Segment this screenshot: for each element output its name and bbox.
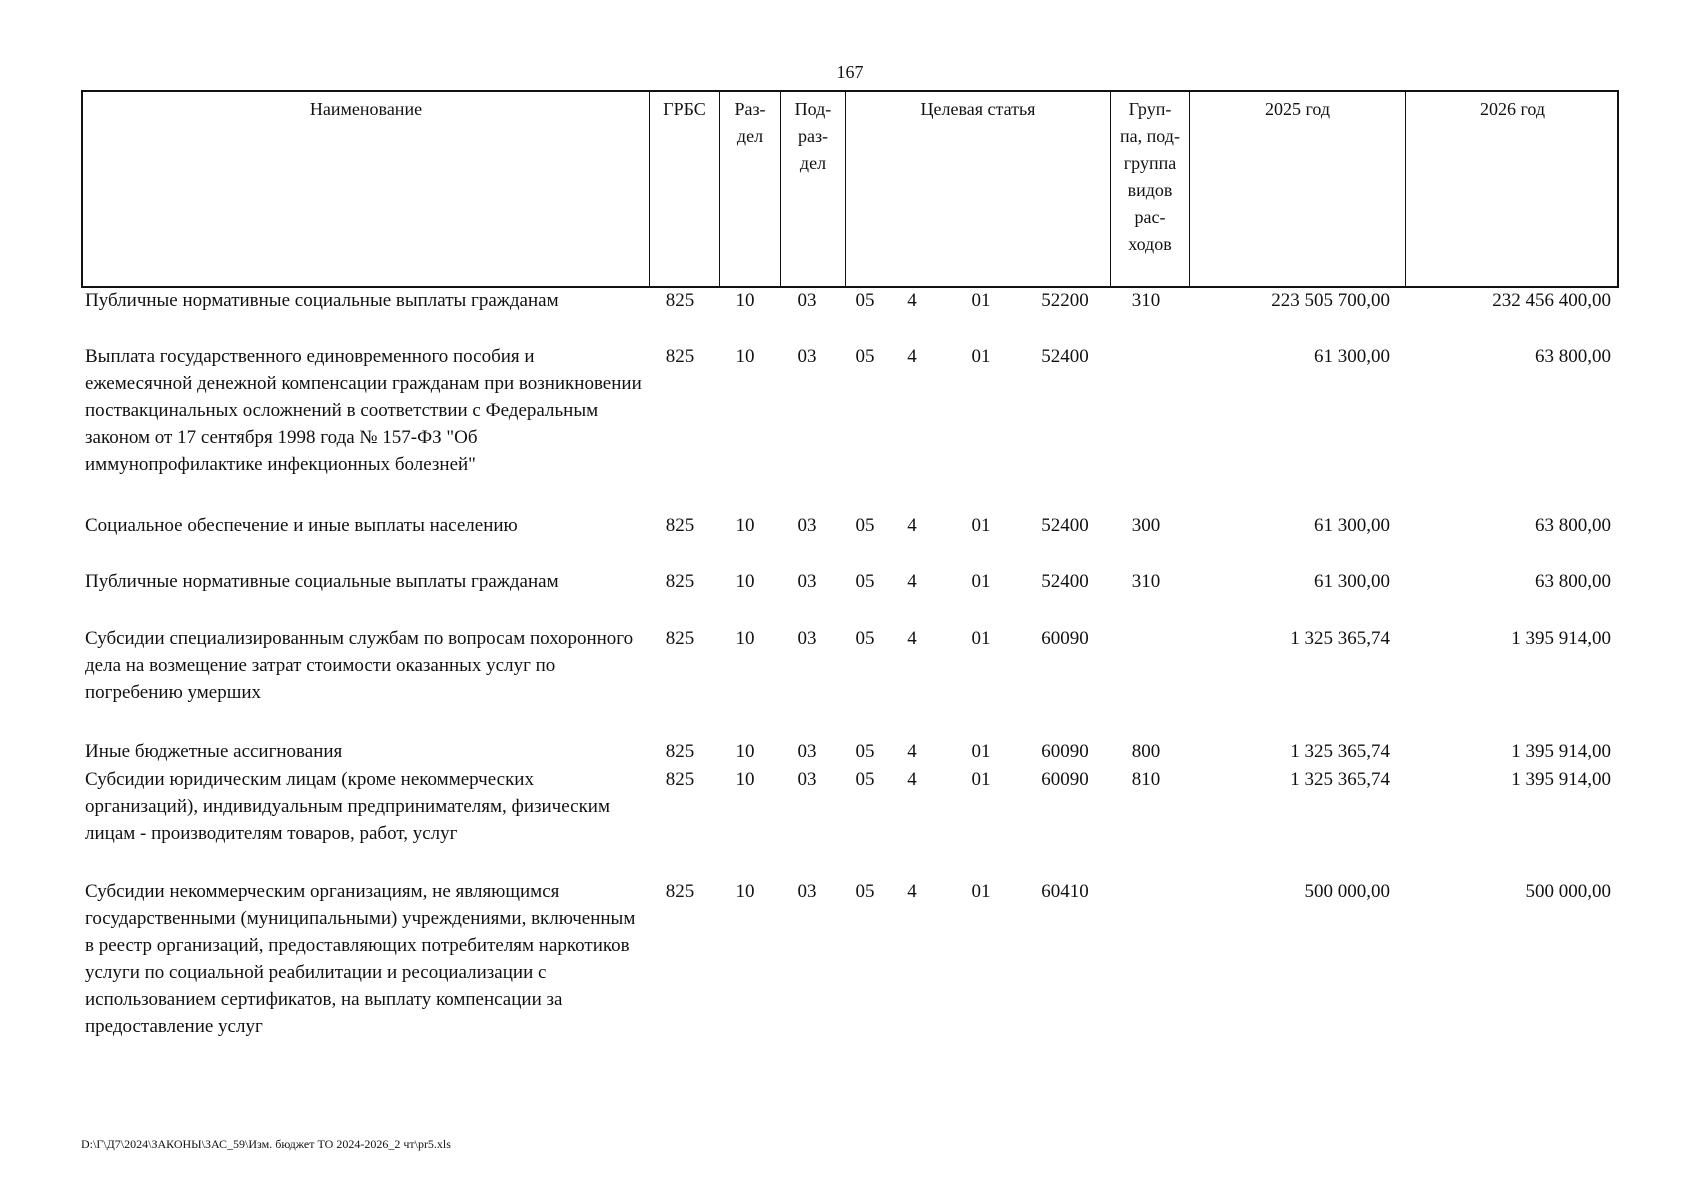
row-razdel: 10 [735,571,755,592]
row-name: Выплата государственного единовременного пособия и ежемесячной денежной компенсации гражданам при возникновении поствакцинальных осложнений в соответствии с Федеральным законом от 17 сентября 1998 года № 157-ФЗ "Об иммунопрофилактике инфекционных болезней" [85,346,642,475]
row-cs-main: 01 [971,290,991,311]
row-cs-program: 05 [855,881,875,902]
row-cs-program: 05 [855,628,875,649]
header-gruppa-line: видов [1127,180,1173,200]
row-grbs: 825 [665,769,695,790]
row-amount-2025: 500 000,00 [1304,881,1390,902]
row-amount-2026: 63 800,00 [1535,346,1611,367]
row-podrazdel: 03 [797,515,817,536]
header-2025 [1189,92,1405,286]
row-cs-direction: 52400 [1041,346,1089,367]
header-podrazdel-line: Под- [794,99,832,119]
row-name: Иные бюджетные ассигнования [85,741,343,762]
header-razdel-line: Раз- [734,99,766,119]
row-amount-2025: 1 325 365,74 [1290,628,1390,649]
row-amount-2025: 61 300,00 [1314,571,1390,592]
row-amount-2026: 232 456 400,00 [1492,290,1611,311]
header-2025-label: 2025 год [1264,99,1331,119]
row-amount-2025: 61 300,00 [1314,346,1390,367]
row-cs-type: 4 [907,741,917,762]
row-grbs: 825 [665,290,695,311]
row-amount-2026: 63 800,00 [1535,571,1611,592]
row-cs-main: 01 [971,881,991,902]
header-2026 [1405,92,1619,286]
row-cs-type: 4 [907,769,917,790]
header-razdel [719,92,780,286]
table-header [81,90,1619,288]
row-cs-main: 01 [971,741,991,762]
row-amount-2026: 63 800,00 [1535,515,1611,536]
row-vid-rashodov: 810 [1131,769,1161,790]
header-gruppa [1110,92,1189,286]
row-cs-program: 05 [855,290,875,311]
row-podrazdel: 03 [797,741,817,762]
row-vid-rashodov: 300 [1131,515,1161,536]
row-cs-type: 4 [907,290,917,311]
row-cs-main: 01 [971,628,991,649]
header-podrazdel-line: раз- [797,126,829,146]
row-grbs: 825 [665,741,695,762]
row-cs-direction: 60090 [1041,741,1089,762]
row-cs-type: 4 [907,881,917,902]
header-celevaya-label: Целевая статья [920,99,1036,119]
row-razdel: 10 [735,769,755,790]
row-razdel: 10 [735,346,755,367]
row-name: Социальное обеспечение и иные выплаты населению [85,515,518,536]
header-gruppa-line: ходов [1128,234,1172,254]
page-number: 167 [836,62,864,82]
row-grbs: 825 [665,346,695,367]
row-podrazdel: 03 [797,628,817,649]
row-cs-direction: 60410 [1041,881,1089,902]
row-amount-2026: 1 395 914,00 [1511,628,1611,649]
row-podrazdel: 03 [797,571,817,592]
row-cs-main: 01 [971,571,991,592]
header-podrazdel [780,92,845,286]
row-cs-direction: 52200 [1041,290,1089,311]
row-cs-direction: 52400 [1041,571,1089,592]
row-grbs: 825 [665,515,695,536]
row-cs-main: 01 [971,515,991,536]
header-name-label: Наименование [309,99,423,119]
row-amount-2025: 223 505 700,00 [1271,290,1390,311]
row-cs-program: 05 [855,769,875,790]
header-razdel-line: дел [736,126,764,146]
row-grbs: 825 [665,571,695,592]
row-grbs: 825 [665,881,695,902]
header-podrazdel-line: дел [799,153,827,173]
row-cs-type: 4 [907,628,917,649]
row-amount-2025: 1 325 365,74 [1290,741,1390,762]
row-cs-program: 05 [855,741,875,762]
row-podrazdel: 03 [797,346,817,367]
header-gruppa-line: Груп- [1128,99,1172,119]
row-vid-rashodov: 310 [1131,290,1161,311]
row-cs-type: 4 [907,571,917,592]
row-razdel: 10 [735,290,755,311]
row-cs-direction: 60090 [1041,628,1089,649]
header-gruppa-line: па, под- [1120,126,1180,146]
row-razdel: 10 [735,628,755,649]
row-amount-2026: 500 000,00 [1525,881,1611,902]
row-cs-program: 05 [855,515,875,536]
row-name: Субсидии некоммерческим организациям, не являющимся государственными (муниципальными) учреждениями, включенным в реестр организаций, предоставляющих потребителям наркотиков услуги по социальной реабилитации и ресоциализации с использованием сертификатов, на выплату компенсации за предоставление услуг [85,881,636,1037]
row-amount-2026: 1 395 914,00 [1511,741,1611,762]
row-name: Публичные нормативные социальные выплаты гражданам [85,571,559,592]
header-gruppa-line: группа [1123,153,1177,173]
row-cs-main: 01 [971,769,991,790]
row-podrazdel: 03 [797,290,817,311]
row-cs-type: 4 [907,346,917,367]
row-name: Субсидии юридическим лицам (кроме некоммерческих организаций), индивидуальным предпринимателям, физическим лицам - производителям товаров, работ, услуг [85,769,610,844]
row-razdel: 10 [735,881,755,902]
row-cs-main: 01 [971,346,991,367]
row-vid-rashodov: 800 [1131,741,1161,762]
row-amount-2025: 1 325 365,74 [1290,769,1390,790]
header-grbs [649,92,719,286]
row-vid-rashodov: 310 [1131,571,1161,592]
row-amount-2026: 1 395 914,00 [1511,769,1611,790]
header-grbs-label: ГРБС [663,99,706,119]
row-podrazdel: 03 [797,881,817,902]
row-cs-type: 4 [907,515,917,536]
row-amount-2025: 61 300,00 [1314,515,1390,536]
file-path-footer: D:\Г\Д7\2024\ЗАКОНЫ\ЗАС_59\Изм. бюджет ТО 2024-2026_2 чт\pr5.xls [81,1137,451,1151]
row-name: Субсидии специализированным службам по вопросам похоронного дела на возмещение затрат стоимости оказанных услуг по погребению умерших [85,628,634,703]
header-gruppa-line: рас- [1134,207,1166,227]
row-cs-program: 05 [855,346,875,367]
row-cs-direction: 52400 [1041,515,1089,536]
row-name: Публичные нормативные социальные выплаты гражданам [85,290,559,311]
row-cs-direction: 60090 [1041,769,1089,790]
header-2026-label: 2026 год [1479,99,1546,119]
header-celevaya [845,92,1110,286]
row-razdel: 10 [735,741,755,762]
row-cs-program: 05 [855,571,875,592]
row-razdel: 10 [735,515,755,536]
row-grbs: 825 [665,628,695,649]
row-podrazdel: 03 [797,769,817,790]
header-name [83,92,649,286]
